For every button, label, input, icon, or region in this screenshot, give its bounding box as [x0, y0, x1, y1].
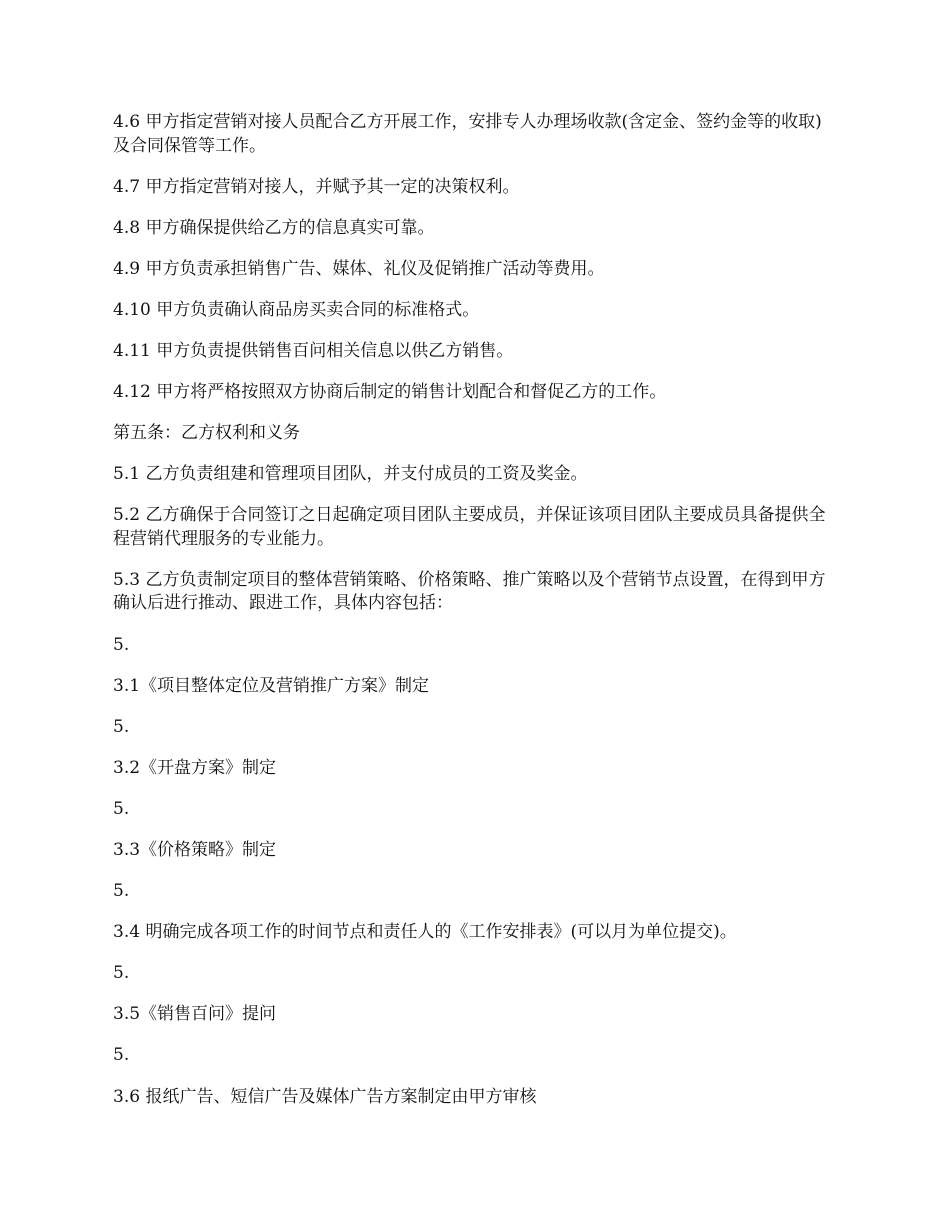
subclause-3-5: 3.5《销售百问》提问 — [113, 1004, 277, 1025]
clause-4-11: 4.11 甲方负责提供销售百问相关信息以供乙方销售。 — [113, 340, 514, 361]
clause-number-fragment: 5. — [113, 881, 130, 902]
clause-4-9: 4.9 甲方负责承担销售广告、媒体、礼仪及促销推广活动等费用。 — [113, 258, 605, 279]
clause-5-1: 5.1 乙方负责组建和管理项目团队，并支付成员的工资及奖金。 — [113, 464, 588, 485]
clause-4-12: 4.12 甲方将严格按照双方协商后制定的销售计划配合和督促乙方的工作。 — [113, 382, 667, 403]
document-page — [113, 111, 838, 1127]
subclause-3-2: 3.2《开盘方案》制定 — [113, 757, 277, 778]
clause-number-fragment: 5. — [113, 963, 130, 984]
clause-4-7: 4.7 甲方指定营销对接人，并赋予其一定的决策权利。 — [113, 176, 520, 197]
clause-4-10: 4.10 甲方负责确认商品房买卖合同的标准格式。 — [113, 299, 480, 320]
clause-number-fragment: 5. — [113, 798, 130, 819]
subclause-3-6: 3.6 报纸广告、短信广告及媒体广告方案制定由甲方审核 — [113, 1086, 537, 1107]
clause-number-fragment: 5. — [113, 634, 130, 655]
section-heading-article-5: 第五条：乙方权利和义务 — [113, 423, 300, 444]
subclause-3-1: 3.1《项目整体定位及营销推广方案》制定 — [113, 675, 430, 696]
subclause-3-4: 3.4 明确完成各项工作的时间节点和责任人的《工作安排表》(可以月为单位提交)。 — [113, 922, 737, 943]
clause-5-3: 5.3 乙方负责制定项目的整体营销策略、价格策略、推广策略以及个营销节点设置，在得到甲方确认后进行推动、跟进工作，具体内容包括： — [113, 569, 826, 614]
subclause-3-3: 3.3《价格策略》制定 — [113, 840, 277, 860]
clause-5-2: 5.2 乙方确保于合同签订之日起确定项目团队主要成员，并保证该项目团队主要成员具备提供全程营销代理服务的专业能力。 — [113, 505, 826, 549]
clause-number-fragment: 5. — [113, 716, 130, 737]
clause-4-6: 4.6 甲方指定营销对接人员配合乙方开展工作，安排专人办理场收款(含定金、签约金等的收取)及合同保管等工作。 — [113, 112, 822, 156]
clause-4-8: 4.8 甲方确保提供给乙方的信息真实可靠。 — [113, 217, 435, 238]
clause-number-fragment: 5. — [113, 1045, 130, 1066]
